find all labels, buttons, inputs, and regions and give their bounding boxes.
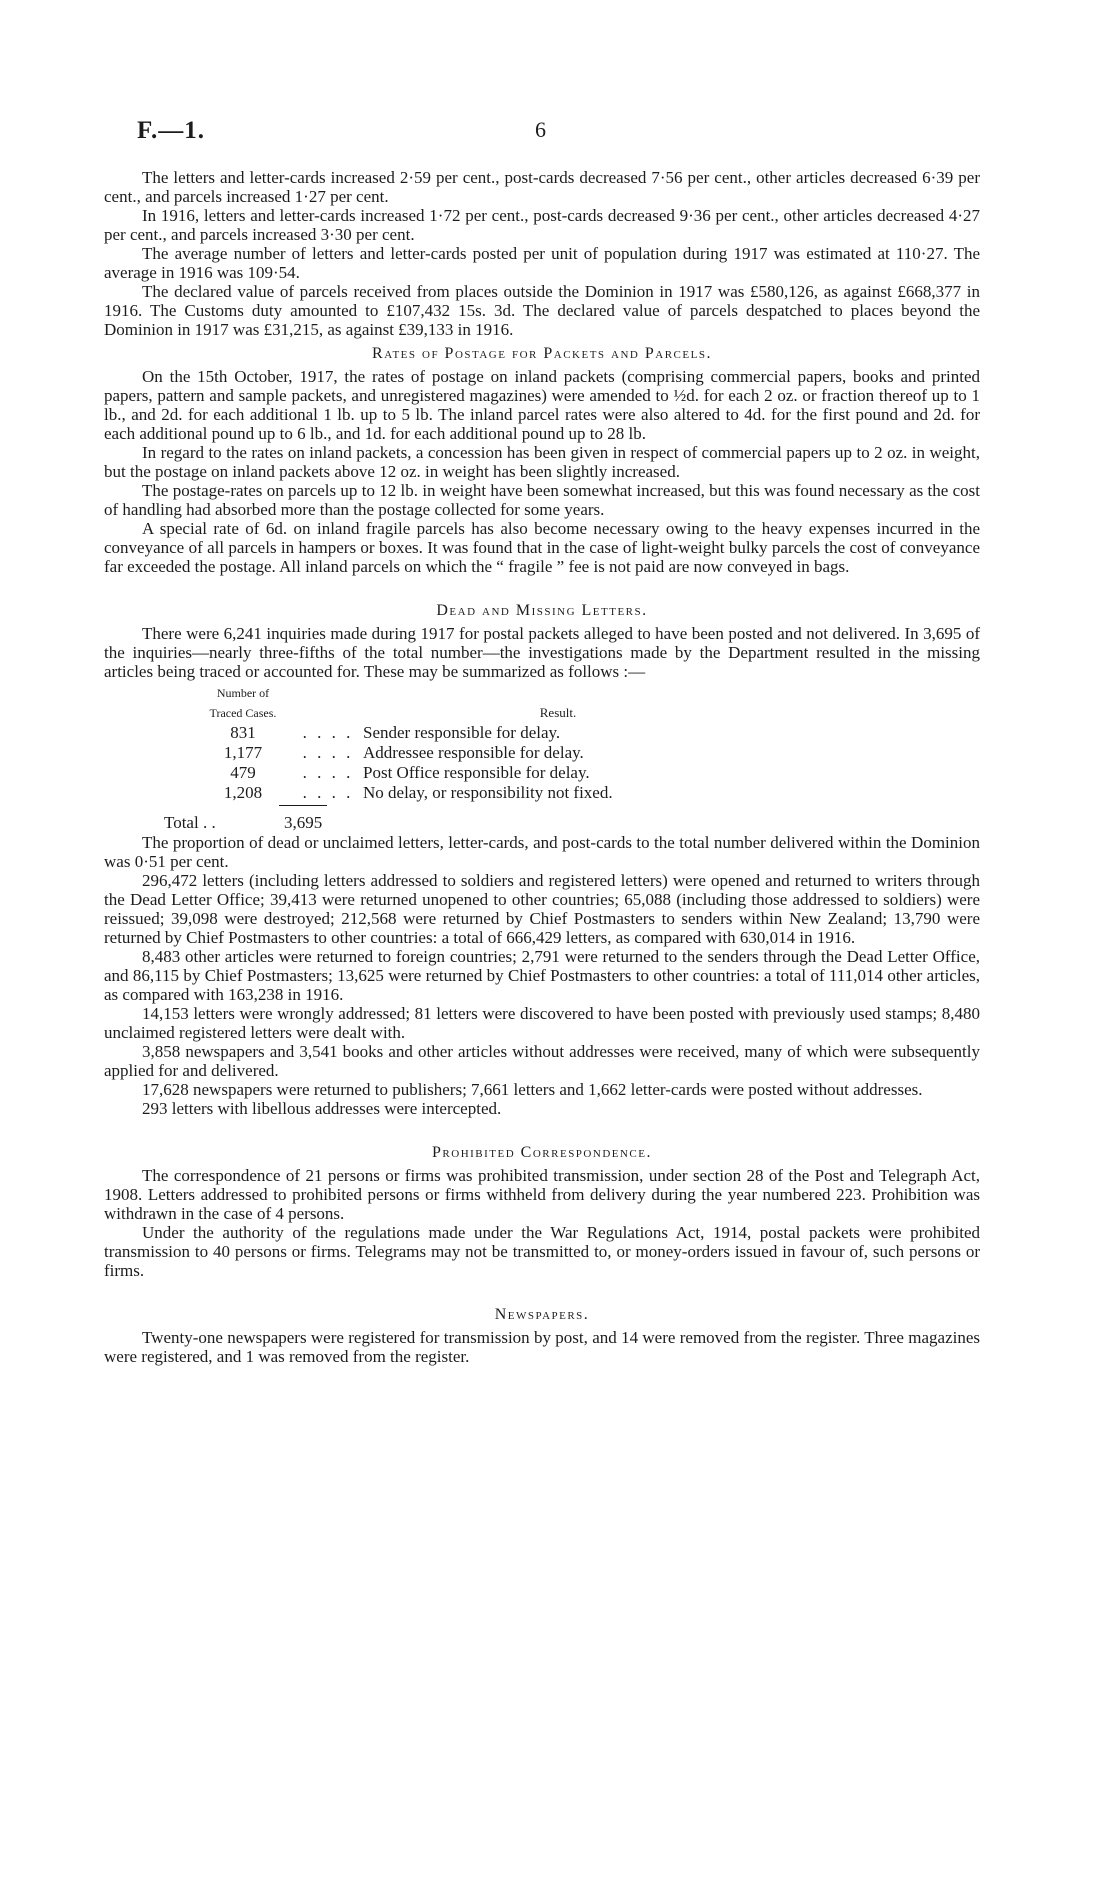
cell-leader-dots: . . . . xyxy=(302,763,354,782)
cell-number: 1,208 xyxy=(223,783,263,802)
cell-result: Addressee responsible for delay. xyxy=(363,743,584,762)
page-number: 6 xyxy=(535,117,546,142)
paragraph: On the 15th October, 1917, the rates of postage on inland packets (comprising commercial papers, books and printed papers, pattern and sample packets, and unregistered magazines) were amended to ½d. for each 2 oz. or fraction thereof up to 1 lb., and 2d. for each additional 1 lb. up to 5 lb. The inland parcel rates were also altered to 4d. for the first pound and 2d. for each additional pound up to 6 lb., and 1d. for each additional pound up to 28 lb. xyxy=(104,367,980,443)
paragraph: The proportion of dead or unclaimed letters, letter-cards, and post-cards to the total number delivered within the Dominion was 0·51 per cent. xyxy=(104,833,980,871)
paragraph: Twenty-one newspapers were registered for transmission by post, and 14 were removed from the register. Three magazines were registered, and 1 was removed from the register. xyxy=(104,1328,980,1366)
table-row xyxy=(193,783,753,803)
table-row xyxy=(193,723,753,743)
table-total-row xyxy=(164,805,980,833)
total-label: Total . . xyxy=(164,813,216,832)
cell-number: 1,177 xyxy=(223,743,263,762)
section-heading-newspapers: Newspapers. xyxy=(494,1306,590,1323)
cell-leader-dots: . . . . xyxy=(302,743,354,762)
section-heading-dead-letters: Dead and Missing Letters. xyxy=(436,602,648,619)
paragraph: 14,153 letters were wrongly addressed; 81 letters were discovered to have been posted with previously used stamps; 8,480 unclaimed registered letters were dealt with. xyxy=(104,1004,980,1042)
paragraph: The letters and letter-cards increased 2·59 per cent., post-cards decreased 7·56 per cent., other articles decreased 6·39 per cent., and parcels increased 1·27 per cent. xyxy=(104,168,980,206)
paragraph: 293 letters with libellous addresses were intercepted. xyxy=(142,1099,502,1118)
traced-cases-table xyxy=(193,683,753,803)
section-heading-rates: Rates of Postage for Packets and Parcels. xyxy=(372,345,712,362)
paragraph: 17,628 newspapers were returned to publishers; 7,661 letters and 1,662 letter-cards were posted without addresses. xyxy=(142,1080,923,1099)
table-row xyxy=(193,763,753,783)
cell-leader-dots: . . . . xyxy=(302,783,354,802)
cell-number: 479 xyxy=(230,763,256,782)
cell-leader-dots: . . . . xyxy=(302,723,354,742)
column-header-number: Number of Traced Cases. xyxy=(209,686,277,720)
paragraph: The postage-rates on parcels up to 12 lb. in weight have been somewhat increased, but this was found necessary as the cost of handling had absorbed more than the postage collected for some years. xyxy=(104,481,980,519)
paragraph: A special rate of 6d. on inland fragile parcels has also become necessary owing to the heavy expenses incurred in the conveyance of all parcels in hampers or boxes. It was found that in the case of light-weight bulky parcels the cost of conveyance far exceeded the postage. All inland parcels on which the “ fragile ” fee is not paid are now conveyed in bags. xyxy=(104,519,980,576)
body-column xyxy=(104,168,980,1366)
paragraph: The average number of letters and letter-cards posted per unit of population during 1917 was estimated at 110·27. The average in 1916 was 109·54. xyxy=(104,244,980,282)
paragraph: The correspondence of 21 persons or firms was prohibited transmission, under section 28 of the Post and Telegraph Act, 1908. Letters addressed to prohibited persons or firms withheld from delivery during the year numbered 223. Prohibition was withdrawn in the case of 4 persons. xyxy=(104,1166,980,1223)
paragraph: There were 6,241 inquiries made during 1917 for postal packets alleged to have been posted and not delivered. In 3,695 of the inquiries—nearly three-fifths of the total number—the investigations made by the Department resulted in the missing articles being traced or accounted for. These may be summarized as follows :— xyxy=(104,624,980,681)
column-header-result: Result. xyxy=(539,705,577,720)
table-row xyxy=(193,743,753,763)
total-rule xyxy=(279,805,327,806)
section-heading-prohibited: Prohibited Correspondence. xyxy=(432,1144,652,1161)
report-code: F.—1. xyxy=(137,117,205,144)
total-value: 3,695 xyxy=(284,813,323,832)
paragraph: In regard to the rates on inland packets, a concession has been given in respect of commercial papers up to 2 oz. in weight, but the postage on inland packets above 12 oz. in weight has been slightly increased. xyxy=(104,443,980,481)
paragraph: 3,858 newspapers and 3,541 books and other articles without addresses were received, many of which were subsequently applied for and delivered. xyxy=(104,1042,980,1080)
paragraph: 8,483 other articles were returned to foreign countries; 2,791 were returned to the senders through the Dead Letter Office, and 86,115 by Chief Postmasters; 13,625 were returned by Chief Postmasters to other countries: a total of 111,014 other articles, as compared with 163,238 in 1916. xyxy=(104,947,980,1004)
paragraph: The declared value of parcels received from places outside the Dominion in 1917 was £580,126, as against £668,377 in 1916. The Customs duty amounted to £107,432 15s. 3d. The declared value of parcels despatched to places beyond the Dominion in 1917 was £31,215, as against £39,133 in 1916. xyxy=(104,282,980,339)
paragraph: Under the authority of the regulations made under the War Regulations Act, 1914, postal packets were prohibited transmission to 40 persons or firms. Telegrams may not be transmitted to, or money-orders issued in favour of, such persons or firms. xyxy=(104,1223,980,1280)
cell-result: No delay, or responsibility not fixed. xyxy=(363,783,613,802)
paragraph: In 1916, letters and letter-cards increased 1·72 per cent., post-cards decreased 9·36 per cent., other articles decreased 4·27 per cent., and parcels increased 3·30 per cent. xyxy=(104,206,980,244)
paragraph: 296,472 letters (including letters addressed to soldiers and registered letters) were opened and returned to writers through the Dead Letter Office; 39,413 were returned unopened to other countries; 65,088 (including those addressed to soldiers) were reissued; 39,098 were destroyed; 212,568 were returned by Chief Postmasters to senders within New Zealand; 13,790 were returned by Chief Postmasters to other countries: a total of 666,429 letters, as compared with 630,014 in 1916. xyxy=(104,871,980,947)
cell-result: Sender responsible for delay. xyxy=(363,723,561,742)
cell-number: 831 xyxy=(230,723,256,742)
cell-result: Post Office responsible for delay. xyxy=(363,763,590,782)
